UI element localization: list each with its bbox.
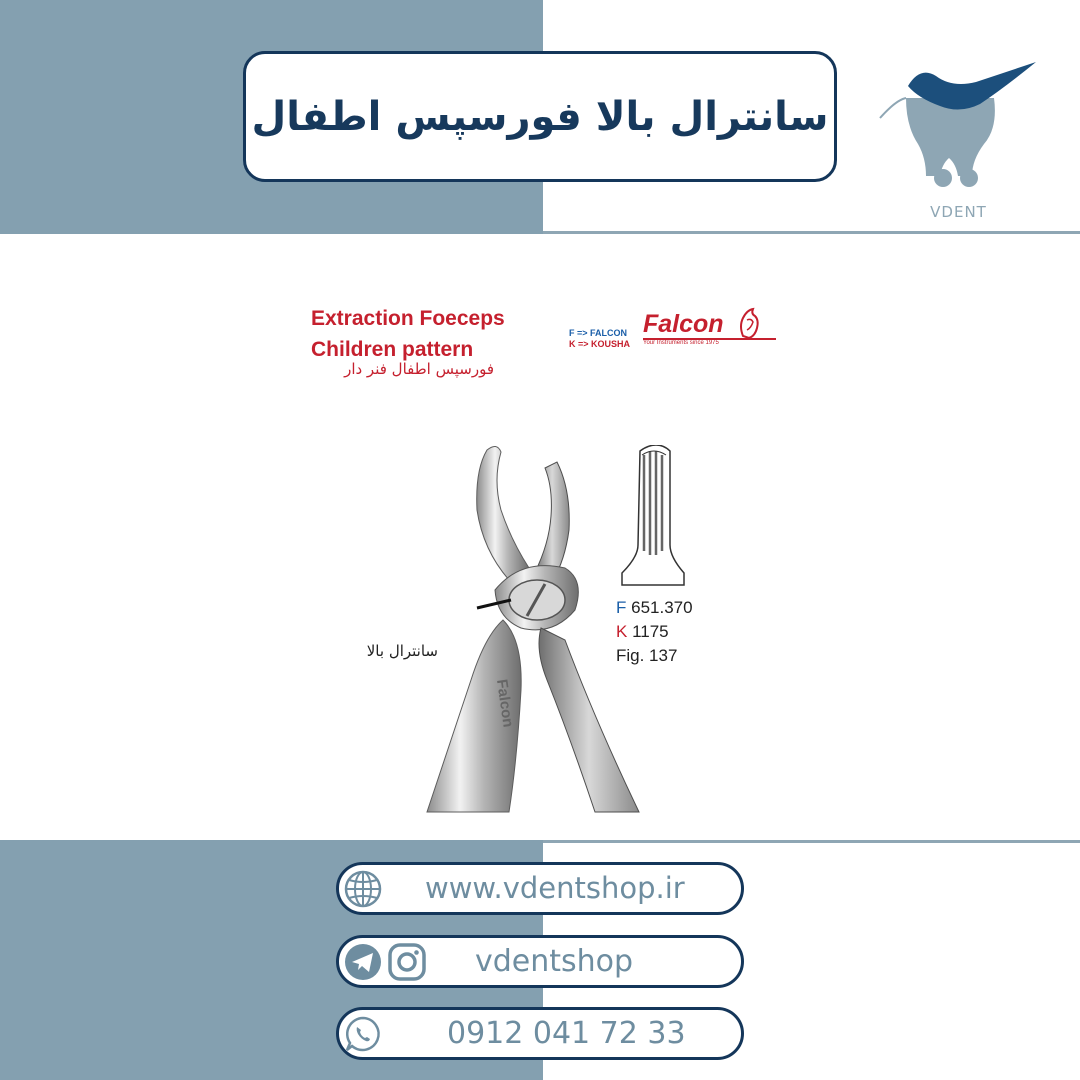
social-handle[interactable]: vdentshop [475,944,634,979]
page-title: سانترال بالا فورسپس اطفال [251,93,829,140]
phone-pill[interactable] [336,1007,744,1060]
globe-icon [343,869,383,909]
forceps-engraving: Falcon [493,678,517,729]
legend-falcon: F => FALCON [569,328,628,338]
spec-falcon-code [616,596,693,620]
spec-figure: Fig. 137 [616,646,678,665]
logo-caption: VDENT [930,203,987,221]
catalog-title-line2: Children pattern [311,338,474,361]
catalog-title-line1: Extraction Foeceps [311,307,505,330]
product-spec [616,596,693,668]
beak-detail-diagram [618,445,690,590]
spec-k-letter: K [616,622,628,641]
tooth-cart-logo-icon [876,48,1041,198]
vdent-logo [876,48,1041,228]
brand-legend [569,328,630,350]
whatsapp-icon [343,1014,383,1054]
title-box [243,51,837,182]
phone-number[interactable]: 0912 041 72 33 [447,1016,686,1051]
legend-kousha: K => KOUSHA [569,339,631,349]
spec-f-letter: F [616,598,627,617]
falcon-tagline: Your Instruments since 1975 [643,340,719,346]
website-link[interactable]: www.vdentshop.ir [425,871,685,905]
catalog-title-fa: فورسپس اطفال فنر دار [344,360,494,378]
telegram-icon[interactable] [343,942,383,982]
product-catalog [300,300,780,820]
falcon-bird-icon [735,306,763,340]
spec-kousha-code [616,620,693,644]
spec-f-code: 651.370 [631,598,693,617]
position-label: سانترال بالا [366,642,438,660]
instagram-icon[interactable] [387,942,427,982]
social-pill[interactable] [336,935,744,988]
website-pill[interactable] [336,862,744,915]
falcon-brand-name: Falcon [643,310,724,338]
spec-k-code: 1175 [632,622,669,641]
